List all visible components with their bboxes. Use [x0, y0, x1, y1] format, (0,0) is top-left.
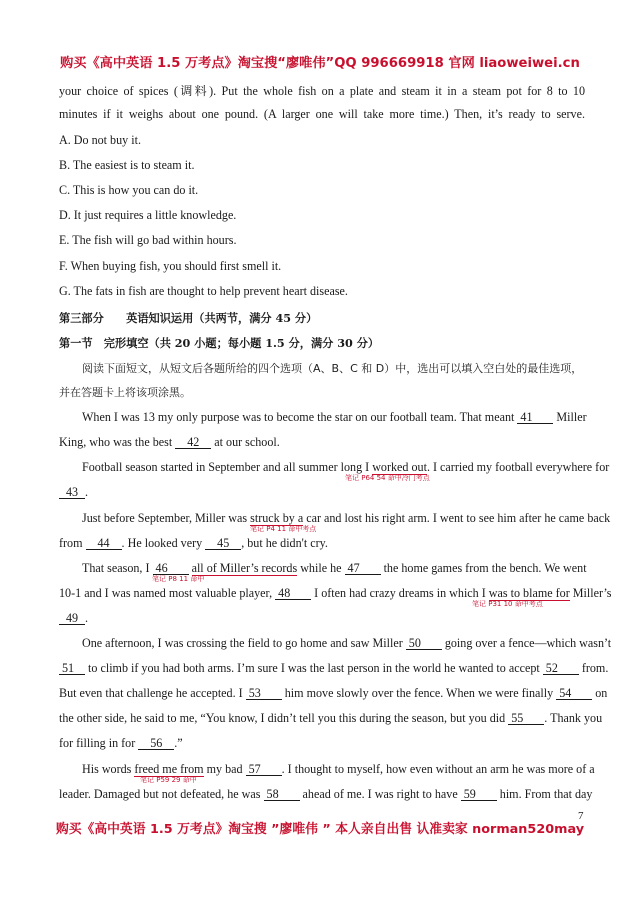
highlight-phrase: worked out [372, 460, 427, 474]
passage-line: One afternoon, I was crossing the field to go home and saw Miller 50 going over a fence—which wasn’t [82, 636, 612, 650]
blank-57[interactable]: 57 [246, 763, 282, 776]
blank-52[interactable]: 52 [543, 662, 579, 675]
passage-line: from 44 . He looked very 45 , but he didn't cry. [59, 536, 328, 550]
blank-46[interactable]: 46 [153, 562, 189, 575]
blank-59[interactable]: 59 [461, 788, 497, 801]
blank-43[interactable]: 43 [59, 486, 85, 499]
passage-line: 51 to climb if you had both arms. I’m sure I was the last person in the world he wanted to accept 52 from. [59, 661, 585, 676]
option-g: G. The fats in fish are thought to help prevent heart disease. [59, 284, 348, 298]
passage-line: Football season started in September and all summer long I worked out. I carried my football everywhere for [82, 460, 610, 474]
blank-51[interactable]: 51 [59, 662, 85, 675]
blank-58[interactable]: 58 [264, 788, 300, 801]
section-3-part-1-heading: 第一节 完形填空（共 20 小题；每小题 1.5 分，满分 30 分） [59, 336, 380, 350]
annotation-note: 笔记 P4 11 命中考点 [250, 525, 317, 533]
intro-line-2: minutes if it weighs about one pound. (A larger one will take more time.) Then, it’s ready to serve. [59, 107, 585, 121]
blank-56[interactable]: 56 [138, 737, 174, 750]
blank-50[interactable]: 50 [406, 637, 442, 650]
instructions-line-1: 阅读下面短文，从短文后各题所给的四个选项（A、B、C 和 D）中，选出可以填入空白处的最佳选项， [82, 362, 583, 375]
blank-53[interactable]: 53 [246, 687, 282, 700]
passage-line: 10-1 and I was named most valuable player, 48 I often had crazy dreams in which I was to blame for Miller’s [59, 586, 612, 600]
passage-line: Just before September, Miller was struck by a car and lost his right arm. I went to see him after he came back [82, 511, 611, 525]
option-d: D. It just requires a little knowledge. [59, 208, 237, 222]
section-3-heading: 第三部分 英语知识运用（共两节，满分 45 分） [59, 311, 318, 325]
annotation-note: 笔记 P59 29 命中 [140, 776, 197, 784]
passage-line: for filling in for 56 .” [59, 736, 183, 750]
passage-line: the other side, he said to me, “You know, I didn’t tell you this during the season, but you did 55 . Thank you [59, 711, 603, 725]
instructions-line-2: 并在答题卡上将该项涂黑。 [59, 386, 191, 399]
annotation-note: 笔记 P8 11 命中 [152, 575, 205, 583]
passage-line: When I was 13 my only purpose was to become the star on our football team. That meant 41 Miller [82, 410, 587, 424]
header-banner-bottom: 购买《高中英语 1.5 万考点》淘宝搜 ”廖唯伟 ” 本人亲自出售 认准卖家 norman520may [55, 822, 585, 837]
passage-line: 43 . [59, 485, 88, 500]
blank-47[interactable]: 47 [345, 562, 381, 575]
passage-line: 49 . [59, 611, 88, 626]
passage-line: leader. Damaged but not defeated, he was 58 ahead of me. I was right to have 59 him. From that day [59, 787, 593, 801]
option-f: F. When buying fish, you should first smell it. [59, 259, 282, 273]
annotation-note: 笔记 P64 54 命中冷门考点 [345, 474, 430, 482]
option-a: A. Do not buy it. [59, 133, 141, 147]
blank-41[interactable]: 41 [517, 411, 553, 424]
blank-49[interactable]: 49 [59, 612, 85, 625]
passage-line: That season, I 46 all of Miller’s records while he 47 the home games from the bench. We went [82, 561, 587, 575]
highlight-phrase: was to blame for [488, 586, 570, 600]
option-b: B. The easiest is to steam it. [59, 158, 195, 172]
option-c: C. This is how you can do it. [59, 183, 199, 197]
intro-line-1: your choice of spices (调料). Put the whole fish on a plate and steam it in a steam pot for 8 to 10 [59, 84, 585, 98]
highlight-phrase: struck by a [250, 511, 304, 525]
blank-48[interactable]: 48 [275, 587, 311, 600]
page-number: 7 [578, 810, 584, 822]
blank-42[interactable]: 42 [175, 436, 211, 449]
blank-44[interactable]: 44 [86, 537, 122, 550]
highlight-phrase: freed me from [134, 762, 204, 776]
header-banner-top: 购买《高中英语 1.5 万考点》淘宝搜“廖唯伟”QQ 996669918 官网 liaoweiwei.cn [60, 56, 580, 71]
blank-55[interactable]: 55 [508, 712, 544, 725]
passage-line: But even that challenge he accepted. I 53 him move slowly over the fence. When we were finally 54 on [59, 686, 608, 700]
blank-54[interactable]: 54 [556, 687, 592, 700]
passage-line: King, who was the best 42 at our school. [59, 435, 280, 449]
highlight-phrase: all of Miller’s records [191, 561, 298, 575]
annotation-note: 笔记 P31 10 命中考点 [472, 600, 543, 608]
passage-line: His words freed me from my bad 57 . I thought to myself, how even without an arm he was more of a [82, 762, 595, 776]
option-e: E. The fish will go bad within hours. [59, 233, 237, 247]
blank-45[interactable]: 45 [205, 537, 241, 550]
